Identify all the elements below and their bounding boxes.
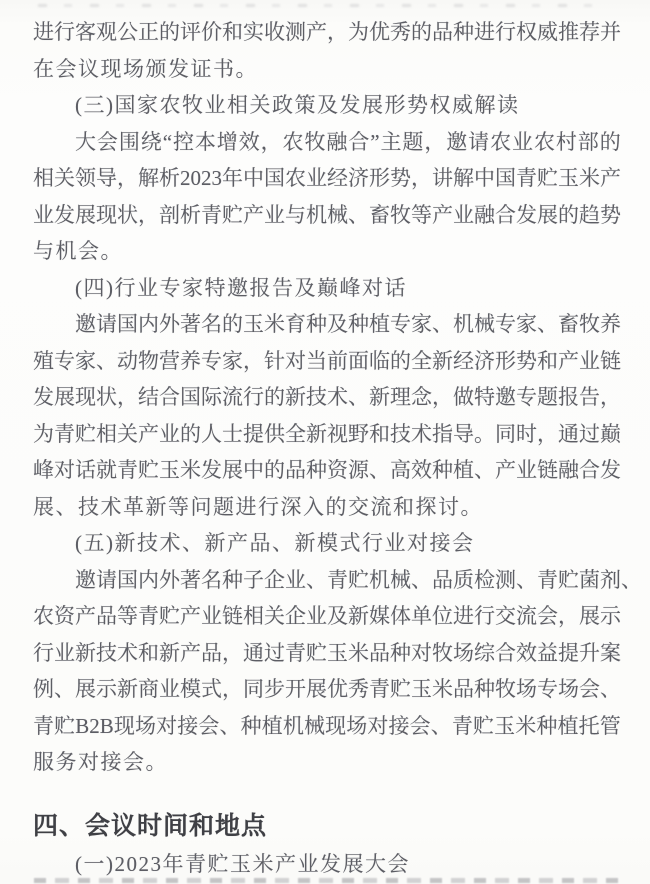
text-line: 殖 专 家 、 动 物 营 养 专 家 ， 针 对 当 前 面 临 的 全 新 经 济 形 势 和 产 业 链	[33, 348, 621, 373]
text-line: 农 资 产 品 等 青 贮 产 业 链 相 关 企 业 及 新 媒 体 单 位 进 行 交 流 会 ， 展 示	[33, 604, 621, 628]
text-line: 例 、 展 示 新 商 业 模 式 ， 同 步 开 展 优 秀 青 贮 玉 米 品 种 牧 场 专 场 会 、	[33, 677, 621, 701]
text-line: (五)新技术、新产品、新模式行业对接会	[75, 531, 475, 555]
text-line: (一)2023年青贮玉米产业发展大会	[75, 851, 410, 876]
text-line: 为 青 贮 相 关 产 业 的 人 士 提 供 全 新 视 野 和 技 术 指 导 。 同 时 ， 通 过 巅	[33, 421, 621, 446]
text-line: 服务对接会。	[33, 750, 168, 774]
text-line: 邀 请 国 内 外 著 名 的 玉 米 育 种 及 种 植 专 家 、 机 械 专 家 、 畜 牧 养	[75, 312, 621, 336]
text-line: 业 发 展 现 状 ， 剖 析 青 贮 产 业 与 机 械 、 畜 牧 等 产 业 融 合 发 展 的 趋 势	[33, 202, 621, 227]
text-line: 相 关 领 导 ， 解 析 2023 年 中 国 农 业 经 济 形 势 ， 讲 解 中 国 青 贮 玉 米 产	[33, 166, 621, 190]
text-line: 大 会 围 绕 “ 控 本 增 效 ， 农 牧 融 合 ” 主 题 ， 邀 请 农 业 农 村 部 的	[75, 129, 621, 154]
text-line: 青 贮 B2B 现 场 对 接 会 、 种 植 机 械 现 场 对 接 会 、 青 贮 玉 米 种 植 托 管	[33, 713, 621, 738]
document-body	[33, 14, 642, 882]
cropped-text-artifact-bottom	[34, 878, 618, 883]
section-heading: 四、会议时间和地点	[33, 811, 268, 840]
text-line: 与机会。	[33, 239, 123, 263]
text-line: 展、技术革新等问题进行深入的交流和探讨。	[33, 494, 483, 519]
text-line: (四)行业专家特邀报告及巅峰对话	[75, 275, 407, 300]
cropped-text-artifact-top	[38, 4, 594, 7]
text-line: 发 展 现 状 ， 结 合 国 际 流 行 的 新 技 术 、 新 理 念 ， 做 特 邀 专 题 报 告 ，	[33, 385, 621, 409]
text-line: 峰 对 话 就 青 贮 玉 米 发 展 中 的 品 种 资 源 、 高 效 种 植 、 产 业 链 融 合 发	[33, 458, 621, 482]
text-line: 邀 请 国 内 外 著 名 种 子 企 业 、 青 贮 机 械 、 品 质 检 测 、 青 贮 菌 剂 、	[75, 567, 642, 592]
text-line: 进 行 客 观 公 正 的 评 价 和 实 收 测 产 ， 为 优 秀 的 品 种 进 行 权 威 推 荐 并	[33, 20, 621, 44]
text-line: 行 业 新 技 术 和 新 产 品 ， 通 过 青 贮 玉 米 品 种 对 牧 场 综 合 效 益 提 升 案	[33, 640, 621, 665]
text-line: 在会议现场颁发证书。	[33, 56, 258, 81]
text-line: (三)国家农牧业相关政策及发展形势权威解读	[75, 93, 520, 117]
